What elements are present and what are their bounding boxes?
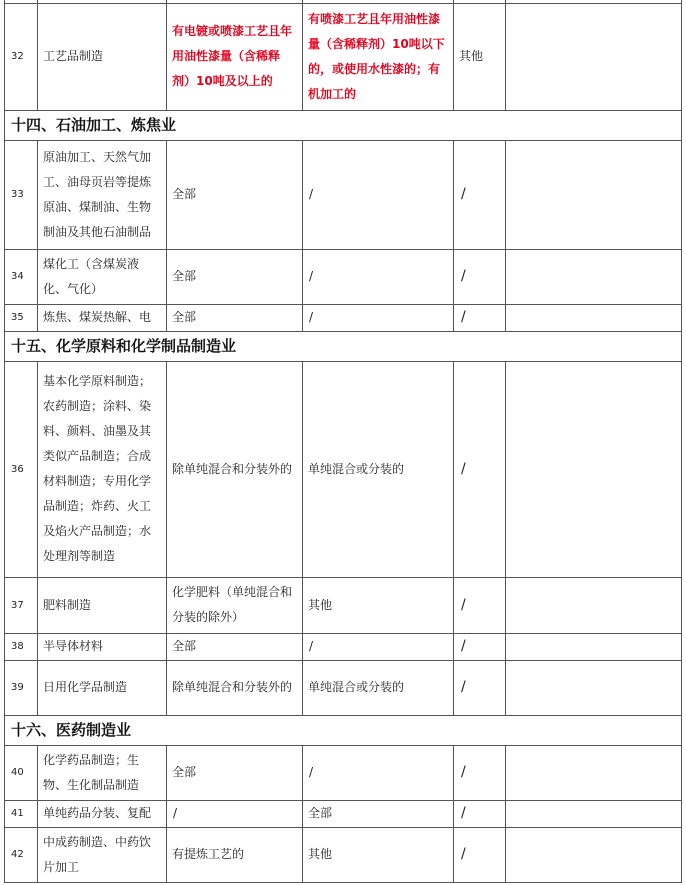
- industry-name: 基本化学原料制造；农药制造；涂料、染料、颜料、油墨及其类似产品制造；合成材料制造；专用化学品制造；炸药、火工及焰火产品制造；水处理剂等制造: [38, 361, 167, 577]
- category-c-cell: /: [454, 577, 506, 633]
- table-row: [5, 361, 682, 577]
- table-row: [5, 745, 682, 800]
- table-row: [5, 827, 682, 882]
- row-number: 35: [5, 304, 38, 331]
- notes-cell: [506, 304, 682, 331]
- category-c-cell: /: [454, 249, 506, 304]
- table-row: [5, 800, 682, 827]
- table-row: [5, 633, 682, 660]
- row-number: 33: [5, 140, 38, 249]
- table-row: [5, 660, 682, 715]
- industry-name: 炼焦、煤炭热解、电: [38, 304, 167, 331]
- category-a-cell: 全部: [167, 745, 303, 800]
- row-number: 37: [5, 577, 38, 633]
- category-c-cell: /: [454, 304, 506, 331]
- section-title: 十五、化学原料和化学制品制造业: [5, 331, 682, 361]
- category-c-cell: /: [454, 140, 506, 249]
- category-a-cell: /: [167, 800, 303, 827]
- category-b-cell: 有喷漆工艺且年用油性漆量（含稀释剂）10吨以下的，或使用水性漆的；有机加工的: [303, 3, 454, 110]
- category-b-cell: /: [303, 633, 454, 660]
- category-b-cell: 单纯混合或分装的: [303, 361, 454, 577]
- notes-cell: [506, 140, 682, 249]
- industry-name: 半导体材料: [38, 633, 167, 660]
- category-b-cell: /: [303, 745, 454, 800]
- category-a-cell: 有提炼工艺的: [167, 827, 303, 882]
- notes-cell: [506, 249, 682, 304]
- industry-name: 日用化学品制造: [38, 660, 167, 715]
- category-b-cell: 全部: [303, 800, 454, 827]
- industry-name: 中成药制造、中药饮片加工: [38, 827, 167, 882]
- industry-name: 工艺品制造: [38, 3, 167, 110]
- category-a-cell: 化学肥料（单纯混合和分装的除外）: [167, 577, 303, 633]
- industry-name: 煤化工（含煤炭液化、气化）: [38, 249, 167, 304]
- category-b-cell: /: [303, 140, 454, 249]
- category-a-cell: 除单纯混合和分装外的: [167, 660, 303, 715]
- industry-name: 单纯药品分装、复配: [38, 800, 167, 827]
- section-header: [5, 110, 682, 140]
- category-a-cell: 全部: [167, 249, 303, 304]
- industry-name: 原油加工、天然气加工、油母页岩等提炼原油、煤制油、生物制油及其他石油制品: [38, 140, 167, 249]
- notes-cell: [506, 827, 682, 882]
- category-b-cell: 其他: [303, 577, 454, 633]
- notes-cell: [506, 577, 682, 633]
- category-a-cell: 有电镀或喷漆工艺且年用油性漆量（含稀释剂）10吨及以上的: [167, 3, 303, 110]
- row-number: 39: [5, 660, 38, 715]
- section-header: [5, 331, 682, 361]
- row-number: 38: [5, 633, 38, 660]
- table-row: [5, 304, 682, 331]
- category-b-cell: 其他: [303, 827, 454, 882]
- notes-cell: [506, 660, 682, 715]
- table-row: [5, 577, 682, 633]
- category-c-cell: /: [454, 800, 506, 827]
- row-number: 41: [5, 800, 38, 827]
- industry-name: 肥料制造: [38, 577, 167, 633]
- category-c-cell: /: [454, 745, 506, 800]
- row-number: 32: [5, 3, 38, 110]
- classification-table-grid: [4, 0, 682, 883]
- category-c-cell: /: [454, 660, 506, 715]
- notes-cell: [506, 633, 682, 660]
- category-c-cell: 其他: [454, 3, 506, 110]
- category-c-cell: /: [454, 361, 506, 577]
- table-row: [5, 140, 682, 249]
- section-title: 十四、石油加工、炼焦业: [5, 110, 682, 140]
- category-b-cell: 单纯混合或分装的: [303, 660, 454, 715]
- notes-cell: [506, 800, 682, 827]
- table-row: [5, 249, 682, 304]
- row-number: 34: [5, 249, 38, 304]
- notes-cell: [506, 3, 682, 110]
- category-a-cell: 全部: [167, 140, 303, 249]
- table-row: [5, 3, 682, 110]
- category-c-cell: /: [454, 827, 506, 882]
- category-a-cell: 全部: [167, 304, 303, 331]
- row-number: 40: [5, 745, 38, 800]
- row-number: 42: [5, 827, 38, 882]
- category-a-cell: 除单纯混合和分装外的: [167, 361, 303, 577]
- section-title: 十六、医药制造业: [5, 715, 682, 745]
- section-header: [5, 715, 682, 745]
- category-a-cell: 全部: [167, 633, 303, 660]
- category-b-cell: /: [303, 304, 454, 331]
- project-classification-table: [4, 0, 681, 883]
- notes-cell: [506, 745, 682, 800]
- category-c-cell: /: [454, 633, 506, 660]
- notes-cell: [506, 361, 682, 577]
- category-b-cell: /: [303, 249, 454, 304]
- row-number: 36: [5, 361, 38, 577]
- industry-name: 化学药品制造；生物、生化制品制造: [38, 745, 167, 800]
